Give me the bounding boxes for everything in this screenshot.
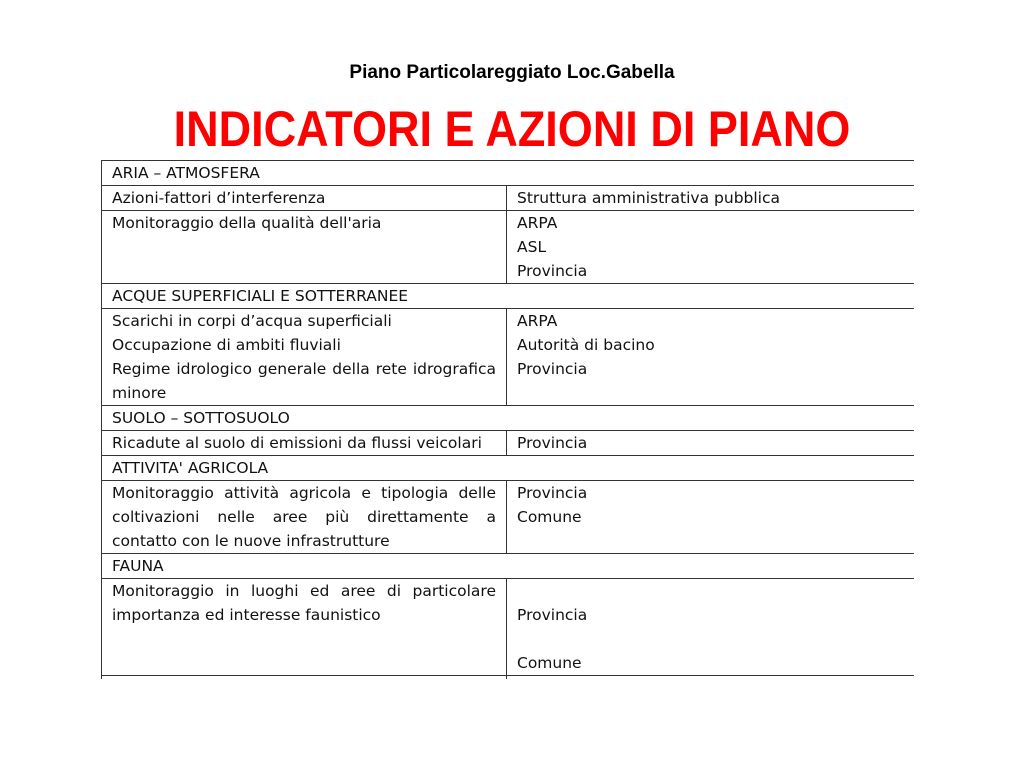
entity-cell — [507, 481, 915, 554]
column-header-actions: Azioni-fattori d’interferenza — [102, 186, 507, 211]
section-heading-agricola: ATTIVITA' AGRICOLA — [102, 456, 915, 481]
entity-cell — [507, 579, 915, 676]
action-item: Occupazione di ambiti fluviali — [112, 336, 341, 354]
indicators-table-container — [101, 160, 914, 720]
tail-cell — [102, 676, 507, 680]
section-row-fauna — [102, 554, 915, 579]
section-row-suolo — [102, 406, 915, 431]
action-cell — [102, 309, 507, 406]
entity-item: ARPA — [517, 214, 558, 232]
entity-cell — [507, 211, 915, 284]
entity-item: Provincia — [517, 606, 588, 624]
action-item: Regime idrologico generale della rete idrografica minore — [112, 360, 496, 402]
indicators-table — [101, 160, 914, 679]
entity-item: Provincia — [517, 434, 588, 452]
action-item: Scarichi in corpi d’acqua superficiali — [112, 312, 392, 330]
entity-item: Comune — [517, 654, 582, 672]
section-heading-fauna: FAUNA — [102, 554, 915, 579]
action-cell: Monitoraggio della qualità dell'aria — [102, 211, 507, 284]
document-subtitle: Piano Particolareggiato Loc.Gabella — [349, 62, 675, 83]
column-header-entities: Struttura amministrativa pubblica — [507, 186, 915, 211]
section-row-agricola — [102, 456, 915, 481]
section-row-aria — [102, 161, 915, 186]
action-cell: Monitoraggio in luoghi ed aree di particolare importanza ed interesse faunistico — [102, 579, 507, 676]
entity-item: ASL — [517, 238, 547, 256]
action-cell: Ricadute al suolo di emissioni da flussi veicolari — [102, 431, 507, 456]
entity-cell — [507, 431, 915, 456]
table-row-acque — [102, 309, 915, 406]
table-row-suolo — [102, 431, 915, 456]
section-heading-aria: ARIA – ATMOSFERA — [102, 161, 915, 186]
section-row-acque — [102, 284, 915, 309]
table-row-agricola — [102, 481, 915, 554]
entity-item: Provincia — [517, 484, 588, 502]
cell-spacer — [517, 579, 904, 603]
action-cell: Monitoraggio attività agricola e tipologia delle coltivazioni nelle aree più direttamente a contatto con le nuove infrastrutture — [102, 481, 507, 554]
table-tail-row — [102, 676, 915, 680]
document-title: INDICATORI E AZIONI DI PIANO — [173, 101, 851, 157]
entity-item: ARPA — [517, 312, 558, 330]
section-heading-acque: ACQUE SUPERFICIALI E SOTTERRANEE — [102, 284, 915, 309]
entity-item: Autorità di bacino — [517, 336, 655, 354]
entity-item: Comune — [517, 508, 582, 526]
tail-cell — [507, 676, 915, 680]
section-heading-suolo: SUOLO – SOTTOSUOLO — [102, 406, 915, 431]
cell-spacer — [517, 627, 904, 651]
table-header-row — [102, 186, 915, 211]
entity-cell — [507, 309, 915, 406]
entity-item: Provincia — [517, 262, 588, 280]
entity-item: Provincia — [517, 360, 588, 378]
table-row-aria — [102, 211, 915, 284]
table-row-fauna — [102, 579, 915, 676]
